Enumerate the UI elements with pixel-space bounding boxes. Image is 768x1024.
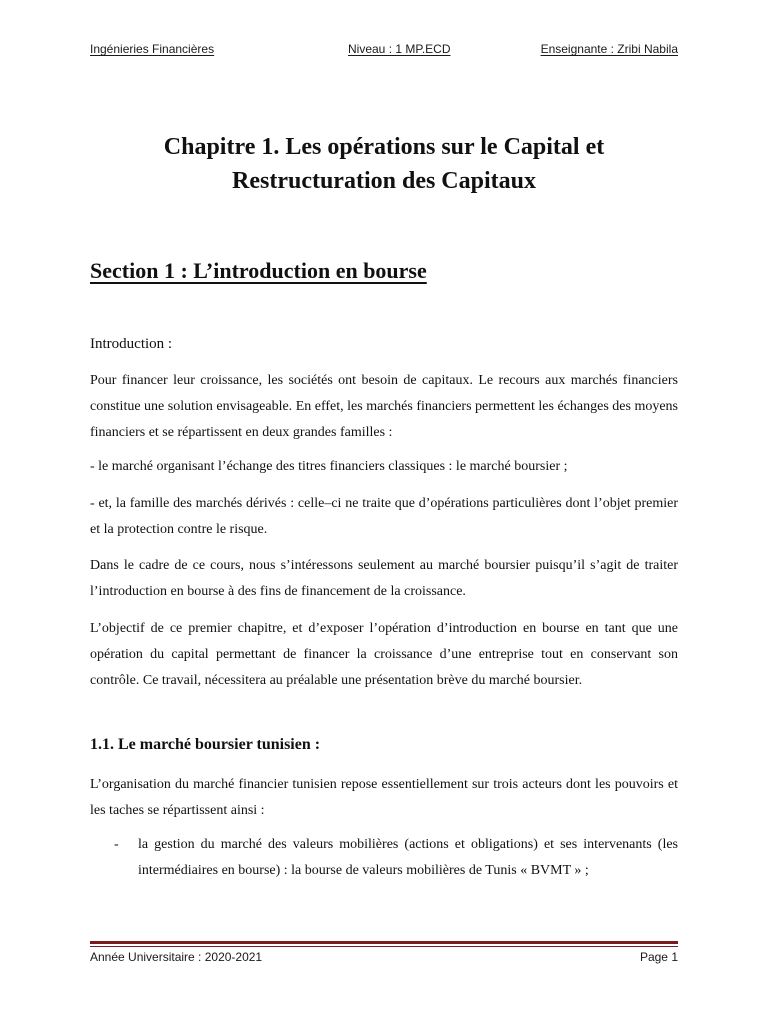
intro-paragraph-3: - et, la famille des marchés dérivés : celle–ci ne traite que d’opérations particulières dont l’objet premier et la protection contre le risque. [90, 496, 678, 537]
section-title: Section 1 : L’introduction en bourse [90, 258, 427, 283]
subsection-paragraph: L’organisation du marché financier tunisien repose essentiellement sur trois acteurs dont les pouvoirs et les taches se répartissent ainsi : [90, 777, 678, 818]
header-level: Niveau : 1 MP.ECD [348, 42, 451, 56]
footer-rule-thick [90, 941, 678, 944]
chapter-title [90, 130, 678, 198]
intro-paragraph-1: Pour financer leur croissance, les sociétés ont besoin de capitaux. Le recours aux marchés financiers constitue une solution envisageable. En effet, les marchés financiers permettent les échanges des moyens financiers et se répartissent en deux grandes familles : [90, 373, 678, 440]
bullet-item [90, 832, 678, 884]
intro-paragraph-5: L’objectif de ce premier chapitre, et d’exposer l’opération d’introduction en bourse en tant que une opération du capital permettant de financer la croissance d’une entreprise tout en conservant son contrôle. Ce travail, nécessitera au préalable une présentation brève du marché boursier. [90, 621, 678, 688]
chapter-title-line-2: Restructuration des Capitaux [232, 168, 536, 194]
footer-rule-thin [90, 946, 678, 947]
header-teacher: Enseignante : Zribi Nabila [540, 42, 678, 56]
intro-paragraph-2: - le marché organisant l’échange des titres financiers classiques : le marché boursier ; [90, 459, 568, 474]
footer-academic-year: Année Universitaire : 2020-2021 [90, 950, 263, 964]
introduction-label: Introduction : [90, 336, 173, 352]
page-header [90, 42, 678, 60]
intro-paragraph-4: Dans le cadre de ce cours, nous s’intéressons seulement au marché boursier puisqu’il s’agit de traiter l’introduction en bourse à des fins de financement de la croissance. [90, 558, 678, 599]
footer-page-number: Page 1 [639, 950, 678, 964]
page-footer [90, 950, 678, 968]
bullet-text: la gestion du marché des valeurs mobilières (actions et obligations) et ses intervenants (les intermédiaires en bourse) : la bourse de valeurs mobilières de Tunis « BVMT » ; [138, 837, 678, 878]
subsection-title: 1.1. Le marché boursier tunisien : [90, 736, 321, 753]
chapter-title-line-1: Chapitre 1. Les opérations sur le Capital et [163, 134, 605, 160]
header-course: Ingénieries Financières [90, 42, 215, 56]
bullet-marker: - [114, 837, 119, 852]
